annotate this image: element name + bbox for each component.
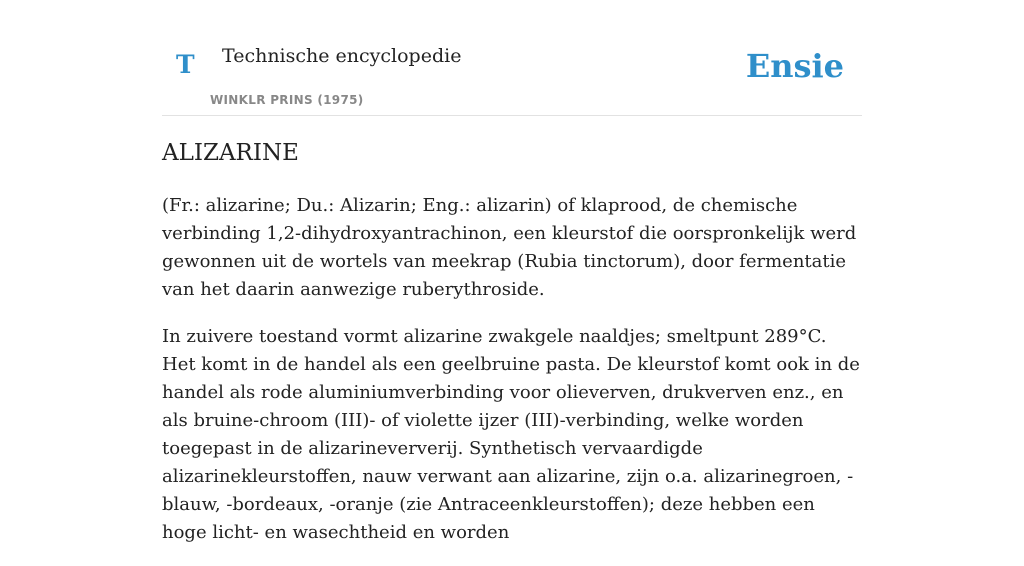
encyclopedia-logo-icon[interactable]: T [176,50,195,79]
article-body [162,192,862,566]
page-header [162,0,862,116]
article-paragraph: (Fr.: alizarine; Du.: Alizarin; Eng.: alizarin) of klaprood, de chemische verbinding 1,2-dihydroxyantrachinon, een kleurstof die oorspronkelijk werd gewonnen uit de wortels van meekrap (Rubia tinctorum), door fermentatie van het daarin aanwezige ruberythroside. [162,195,857,300]
encyclopedia-title-link[interactable]: Technische encyclopedie [222,45,462,67]
ensie-logo-link[interactable]: Ensie [745,47,844,85]
page [162,0,862,543]
source-label: WINKLR PRINS (1975) [210,93,364,107]
article-title: ALIZARINE [162,140,299,166]
article-paragraph: In zuivere toestand vormt alizarine zwakgele naaldjes; smeltpunt 289°C. Het komt in de handel als een geelbruine pasta. De kleurstof komt ook in de handel als rode aluminiumverbinding voor olieverven, drukverven enz., en als bruine-chroom (III)- of violette ijzer (III)-verbinding, welke worden toegepast in de alizarineververij. Synthetisch vervaardigde alizarinekleurstoffen, nauw verwant aan alizarine, zijn o.a. alizarinegroen, -blauw, -bordeaux, -oranje (zie Antraceenkleurstoffen); deze hebben een hoge licht- en wasechtheid en worden [162,326,860,543]
